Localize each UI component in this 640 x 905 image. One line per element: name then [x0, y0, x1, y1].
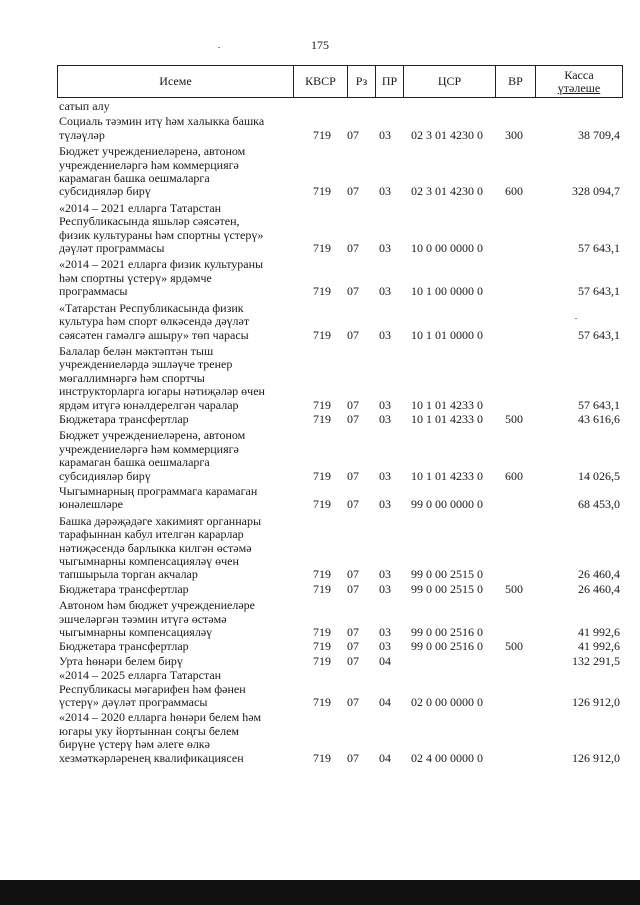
table-row: [57, 345, 623, 412]
row-name: [57, 115, 291, 142]
row-name: [57, 583, 291, 596]
row-rz: 07: [347, 625, 359, 640]
row-name-line: Башка дәрәҗәдәге хакимият органнары: [59, 513, 262, 528]
row-pr: 03: [379, 411, 391, 426]
row-name-line: физик культураны һәм спортны үстерү»: [59, 227, 264, 242]
row-sum: 38 709,4: [578, 127, 620, 142]
row-kvsr: 719: [313, 241, 331, 256]
row-name-line: инструкторларга югары нәтиҗәләр өчен: [59, 384, 265, 399]
row-vr: 500: [505, 639, 523, 654]
row-rz: 07: [347, 468, 359, 483]
row-name-line: һәм спортны үстерү» ярдәмче: [59, 270, 212, 285]
row-name-line: бирүне үстерү һәм әлеге өлкә: [59, 737, 210, 752]
row-name: [57, 640, 291, 653]
row-name-line: «2014 – 2025 елларга Татарстан: [59, 668, 222, 683]
row-vr: 500: [505, 411, 523, 426]
row-csr: 10 0 00 0000 0: [411, 241, 483, 256]
row-pr: 03: [379, 468, 391, 483]
row-name-line: Бюджет учреждениеләренә, автоном: [59, 428, 246, 443]
row-name-line: субсидияләр бирү: [59, 184, 151, 199]
row-name-line: субсидияләр бирү: [59, 468, 151, 483]
row-name-line: чыгымнарны компенсацияләү: [59, 625, 213, 640]
row-pr: 03: [379, 497, 391, 512]
row-kvsr: 719: [313, 411, 331, 426]
row-csr: 02 3 01 4230 0: [411, 184, 483, 199]
row-kvsr: 719: [313, 625, 331, 640]
row-pr: 04: [379, 653, 391, 668]
table-row: [57, 599, 623, 639]
row-csr: 02 0 00 0000 0: [411, 695, 483, 710]
row-pr: 03: [379, 327, 391, 342]
row-pr: 03: [379, 184, 391, 199]
row-name-line: «2014 – 2021 елларга Татарстан: [59, 200, 222, 215]
row-name: [57, 485, 291, 512]
row-name: [57, 345, 291, 412]
row-name-line: Бюджетара трансфертлар: [59, 639, 189, 654]
row-csr: 99 0 00 0000 0: [411, 497, 483, 512]
scan-speck: [575, 318, 577, 319]
row-name-line: Бюджет учреждениеләренә, автоном: [59, 144, 246, 159]
row-csr: 10 1 01 0000 0: [411, 327, 483, 342]
row-sum: 57 643,1: [578, 327, 620, 342]
table-row: [57, 655, 623, 668]
row-sum: 43 616,6: [578, 411, 620, 426]
row-name: [57, 515, 291, 582]
row-name-line: учреждениеләргә һәм коммерциягә: [59, 157, 239, 172]
row-pr: 04: [379, 695, 391, 710]
table-row: [57, 302, 623, 342]
row-name: [57, 669, 291, 709]
row-kvsr: 719: [313, 695, 331, 710]
row-csr: 99 0 00 2515 0: [411, 567, 483, 582]
row-rz: 07: [347, 127, 359, 142]
row-vr: 600: [505, 468, 523, 483]
row-name-line: тапшырыла торган акчалар: [59, 567, 198, 582]
table-row: [57, 583, 623, 596]
row-kvsr: 719: [313, 581, 331, 596]
row-name: [57, 145, 291, 199]
row-csr: 02 3 01 4230 0: [411, 127, 483, 142]
row-name: [57, 429, 291, 483]
table-row: [57, 429, 623, 483]
row-rz: 07: [347, 581, 359, 596]
row-sum: 57 643,1: [578, 397, 620, 412]
row-sum: 57 643,1: [578, 241, 620, 256]
row-kvsr: 719: [313, 567, 331, 582]
table-row: [57, 100, 623, 113]
row-name-line: Балалар белән мәктәптән тыш: [59, 343, 214, 358]
row-kvsr: 719: [313, 497, 331, 512]
row-kvsr: 719: [313, 284, 331, 299]
row-sum: 126 912,0: [572, 750, 620, 765]
row-name: [57, 202, 291, 256]
row-kvsr: 719: [313, 397, 331, 412]
table-row: [57, 669, 623, 709]
row-vr: 600: [505, 184, 523, 199]
row-name-line: югары уку йортыннан соңгы белем: [59, 723, 240, 738]
row-kvsr: 719: [313, 184, 331, 199]
row-name-line: программасы: [59, 284, 128, 299]
header-sum: [536, 66, 622, 97]
row-rz: 07: [347, 284, 359, 299]
row-rz: 07: [347, 653, 359, 668]
row-sum: 26 460,4: [578, 581, 620, 596]
row-csr: 10 1 01 4233 0: [411, 411, 483, 426]
row-name-line: учреждениеләргә һәм коммерциягә: [59, 441, 239, 456]
row-pr: 03: [379, 397, 391, 412]
row-name-line: культура һәм спорт өлкәсендә дәүләт: [59, 314, 250, 329]
row-csr: 99 0 00 2515 0: [411, 581, 483, 596]
row-sum: 68 453,0: [578, 497, 620, 512]
table-row: [57, 115, 623, 142]
row-name-line: эшчеләргән тәэмин итүгә өстәмә: [59, 611, 227, 626]
table-row: [57, 145, 623, 199]
row-name-line: учреждениеләрдә эшләүче тренер: [59, 357, 233, 372]
row-name-line: Бюджетара трансфертлар: [59, 581, 189, 596]
table-body: [57, 100, 623, 765]
row-name: [57, 258, 291, 298]
row-pr: 03: [379, 639, 391, 654]
row-kvsr: 719: [313, 653, 331, 668]
row-pr: 03: [379, 284, 391, 299]
row-sum: 328 094,7: [572, 184, 620, 199]
row-name-line: ярдәм итүгә юнәлдерелгән чаралар: [59, 397, 239, 412]
row-rz: 07: [347, 184, 359, 199]
row-name: [57, 100, 291, 113]
row-name-line: чыгымнарны компенсацияләү өчен: [59, 554, 239, 568]
row-csr: 10 1 00 0000 0: [411, 284, 483, 299]
header-kvsr: КВСР: [294, 66, 348, 97]
row-name: [57, 599, 291, 639]
row-csr: 10 1 01 4233 0: [411, 397, 483, 412]
row-name-line: «Татарстан Республикасында физик: [59, 300, 244, 315]
row-rz: 07: [347, 397, 359, 412]
row-sum: 14 026,5: [578, 468, 620, 483]
row-name-line: сәясәтен гамәлгә ашыру» төп чарасы: [59, 327, 249, 342]
row-rz: 07: [347, 567, 359, 582]
row-sum: 132 291,5: [572, 653, 620, 668]
row-name-line: сатып алу: [59, 99, 110, 113]
row-name: [57, 302, 291, 342]
row-rz: 07: [347, 411, 359, 426]
row-name-line: Бюджетара трансфертлар: [59, 411, 189, 426]
row-name: [57, 413, 291, 426]
row-name-line: үстерү» дәүләт программасы: [59, 695, 208, 710]
row-kvsr: 719: [313, 750, 331, 765]
row-name-line: Чыгымнарның программага карамаган: [59, 483, 258, 498]
row-pr: 03: [379, 127, 391, 142]
row-pr: 03: [379, 581, 391, 596]
row-name-line: Республикасында яшьләр сәясәтен,: [59, 214, 240, 229]
row-rz: 07: [347, 327, 359, 342]
row-sum: 126 912,0: [572, 695, 620, 710]
row-sum: 57 643,1: [578, 284, 620, 299]
row-name-line: «2014 – 2021 елларга физик культураны: [59, 257, 264, 272]
row-pr: 03: [379, 241, 391, 256]
table-row: [57, 640, 623, 653]
header-vr: ВР: [496, 66, 536, 97]
row-name: [57, 655, 291, 668]
table-row: [57, 515, 623, 582]
row-csr: 99 0 00 2516 0: [411, 625, 483, 640]
row-rz: 07: [347, 241, 359, 256]
row-rz: 07: [347, 750, 359, 765]
row-name-line: нәтиҗәсендә барлыкка килгән өстәмә: [59, 540, 252, 555]
row-pr: 03: [379, 567, 391, 582]
row-pr: 04: [379, 750, 391, 765]
row-name-line: «2014 – 2020 елларга һөнәри белем һәм: [59, 710, 262, 725]
row-name-line: Автоном һәм бюджет учреждениеләре: [59, 598, 255, 613]
row-sum: 41 992,6: [578, 639, 620, 654]
table-header: [57, 65, 623, 98]
row-name-line: Урта һөнәри белем бирү: [59, 653, 183, 668]
scan-speck: [218, 47, 220, 48]
header-rz: Рз: [348, 66, 376, 97]
row-rz: 07: [347, 639, 359, 654]
row-rz: 07: [347, 695, 359, 710]
budget-table: [57, 65, 623, 765]
row-csr: 02 4 00 0000 0: [411, 750, 483, 765]
row-name-line: тарафыннан кабул ителгән карарлар: [59, 527, 244, 542]
row-sum: 26 460,4: [578, 567, 620, 582]
header-csr: ЦСР: [404, 66, 496, 97]
row-kvsr: 719: [313, 468, 331, 483]
table-row: [57, 711, 623, 765]
header-name: Исеме: [58, 66, 294, 97]
row-sum: 41 992,6: [578, 625, 620, 640]
row-name-line: карамаган башка оешмаларга: [59, 171, 210, 186]
row-name-line: Республикасы мәгарифен һәм фәнен: [59, 681, 246, 696]
table-row: [57, 202, 623, 256]
row-name-line: түләүләр: [59, 127, 105, 142]
row-csr: 99 0 00 2516 0: [411, 639, 483, 654]
header-sum-line2: үтәлеше: [557, 80, 601, 95]
row-csr: 10 1 01 4233 0: [411, 468, 483, 483]
row-kvsr: 719: [313, 127, 331, 142]
scan-border: [0, 880, 640, 905]
row-name-line: карамаган башка оешмаларга: [59, 455, 210, 470]
row-pr: 03: [379, 625, 391, 640]
table-row: [57, 258, 623, 298]
row-vr: 500: [505, 581, 523, 596]
row-name-line: Социаль тәэмин итү һәм халыкка башка: [59, 114, 265, 129]
header-pr: ПР: [376, 66, 404, 97]
row-name-line: юнәлешләре: [59, 497, 123, 512]
row-name: [57, 711, 291, 765]
row-kvsr: 719: [313, 327, 331, 342]
row-kvsr: 719: [313, 639, 331, 654]
table-row: [57, 413, 623, 426]
row-vr: 300: [505, 127, 523, 142]
page-number: 175: [311, 38, 329, 52]
table-row: [57, 485, 623, 512]
row-name-line: дәүләт программасы: [59, 241, 165, 256]
header-sum-line1: Касса: [564, 67, 594, 82]
row-rz: 07: [347, 497, 359, 512]
row-name-line: хезмәткәрләренең квалификациясен: [59, 750, 244, 765]
row-name-line: мөгаллимнәргә һәм спортчы: [59, 370, 205, 385]
